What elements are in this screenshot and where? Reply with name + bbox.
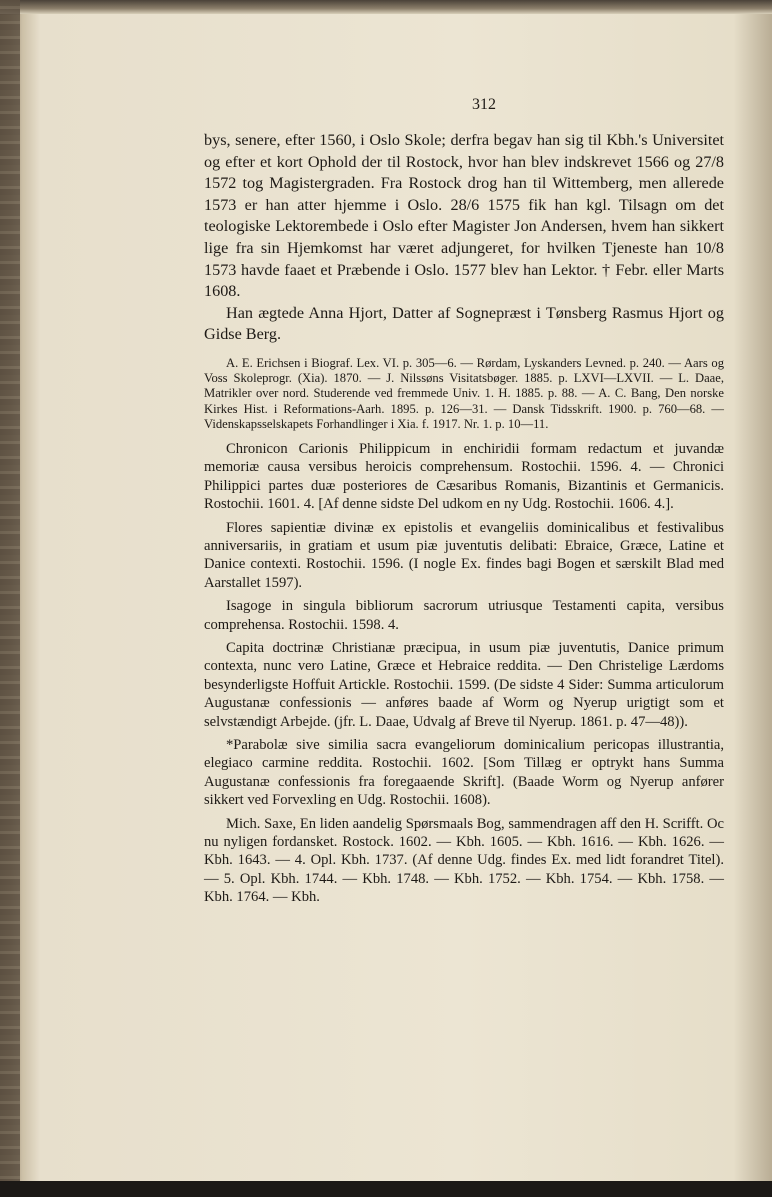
bibliography-entry: Capita doctrinæ Christianæ præcipua, in usum piæ juventutis, Danice primum contexta, nunc vero Latine, Græce et Hebraice reddita. — Den Christelige Lærdoms besynderligste Hoffuit Artickle. Rostochii. 1599. (De sidste 4 Sider: Summa articulorum Augustanæ confessionis — anføres baade af Worm og Nyerup urigtigt som et selvstændigt Arbejde. (jfr. L. Daae, Udvalg af Breve til Nyerup. 1861. p. 47—48)).	[204, 640, 724, 730]
marriage-paragraph: Han ægtede Anna Hjort, Datter af Sognepræst i Tønsberg Rasmus Hjort og Gidse Berg.	[204, 303, 724, 344]
bibliography-entry: Chronicon Carionis Philippicum in enchiridii formam redactum et juvandæ memoriæ causa versibus heroicis comprehensum. Rostochii. 1596. 4. — Chronici Philippici partes duæ posteriores de Cæsaribus Romanis, Bizantinis et Germanicis. Rostochii. 1601. 4. [Af denne sidste Del udkom en ny Udg. Rostochii. 1606. 4.].	[204, 440, 724, 513]
book-spine-edge	[0, 0, 20, 1197]
bibliography-entry: *Parabolæ sive similia sacra evangeliorum dominicalium pericopas illustrantia, elegiaco carmine reddita. Rostochii. 1602. [Som Tillæg er optrykt hans Summa Augustanæ confessionis fra foregaaende Skrift]. (Baade Worm og Nyerup anfører sikkert ved Forvexling en Udg. Rostochii. 1608).	[204, 737, 724, 809]
bibliography-entry: Mich. Saxe, En liden aandelig Spørsmaals Bog, sammendragen aff den H. Scrifft. Oc nu nyligen fordansket. Rostock. 1602. — Kbh. 1605. — Kbh. 1616. — Kbh. 1626. — Kbh. 1643. — 4. Opl. Kbh. 1737. (Af denne Udg. findes Ex. med lidt forandret Titel). — 5. Opl. Kbh. 1744. — Kbh. 1748. — Kbh. 1752. — Kbh. 1754. — Kbh. 1758. — Kbh. 1764. — Kbh.	[204, 815, 724, 906]
references-block: A. E. Erichsen i Biograf. Lex. VI. p. 305—6. — Rørdam, Lyskanders Levned. p. 240. — Aars og Voss Skoleprogr. (Xia). 1870. — J. Nilssøns Visitatsbøger. 1885. p. LXVI—LXVII. — L. Daae, Matrikler over nord. Studerende ved fremmede Univ. 1. H. 1885. p. 88. — A. C. Bang, Den norske Kirkes Hist. i Reformations-Aarh. 1895. p. 126—31. — Dansk Tidsskrift. 1900. p. 760—68. — Videnskapsselskapets Forhandlinger i Xia. f. 1917. Nr. 1. p. 10—11.	[204, 355, 724, 431]
document-page	[204, 0, 724, 1197]
page-number: 312	[472, 96, 496, 113]
intro-paragraph: bys, senere, efter 1560, i Oslo Skole; derfra begav han sig til Kbh.'s Universitet og efter et kort Ophold der til Rostock, hvor han blev indskrevet 1566 og 27/8 1572 tog Magistergraden. Fra Rostock drog han til Wittemberg, men allerede 1573 er han atter hjemme i Oslo. 28/6 1575 fik han kgl. Tilsagn om det teologiske Lektorembede i Oslo efter Magister Jon Andersen, hvem han sikkert lige fra sin Hjemkomst har været adjungeret, for hvilken Tjeneste han 10/8 1573 havde faaet et Præbende i Oslo. 1577 blev han Lektor. † Febr. eller Marts 1608.	[204, 131, 724, 301]
page-body	[204, 130, 724, 912]
bibliography-entry: Isagoge in singula bibliorum sacrorum utriusque Testamenti capita, versibus comprehensa. Rostochii. 1598. 4.	[204, 598, 724, 633]
bibliography-entry: Flores sapientiæ divinæ ex epistolis et evangeliis dominicalibus et festivalibus anniversariis, in gratiam et usum piæ juventutis delibati: Ebraice, Græce, Latine et Danice contexti. Rostochii. 1596. (I nogle Ex. findes bagi Bogen et særskilt Blad med Aarstallet 1597).	[204, 519, 724, 591]
